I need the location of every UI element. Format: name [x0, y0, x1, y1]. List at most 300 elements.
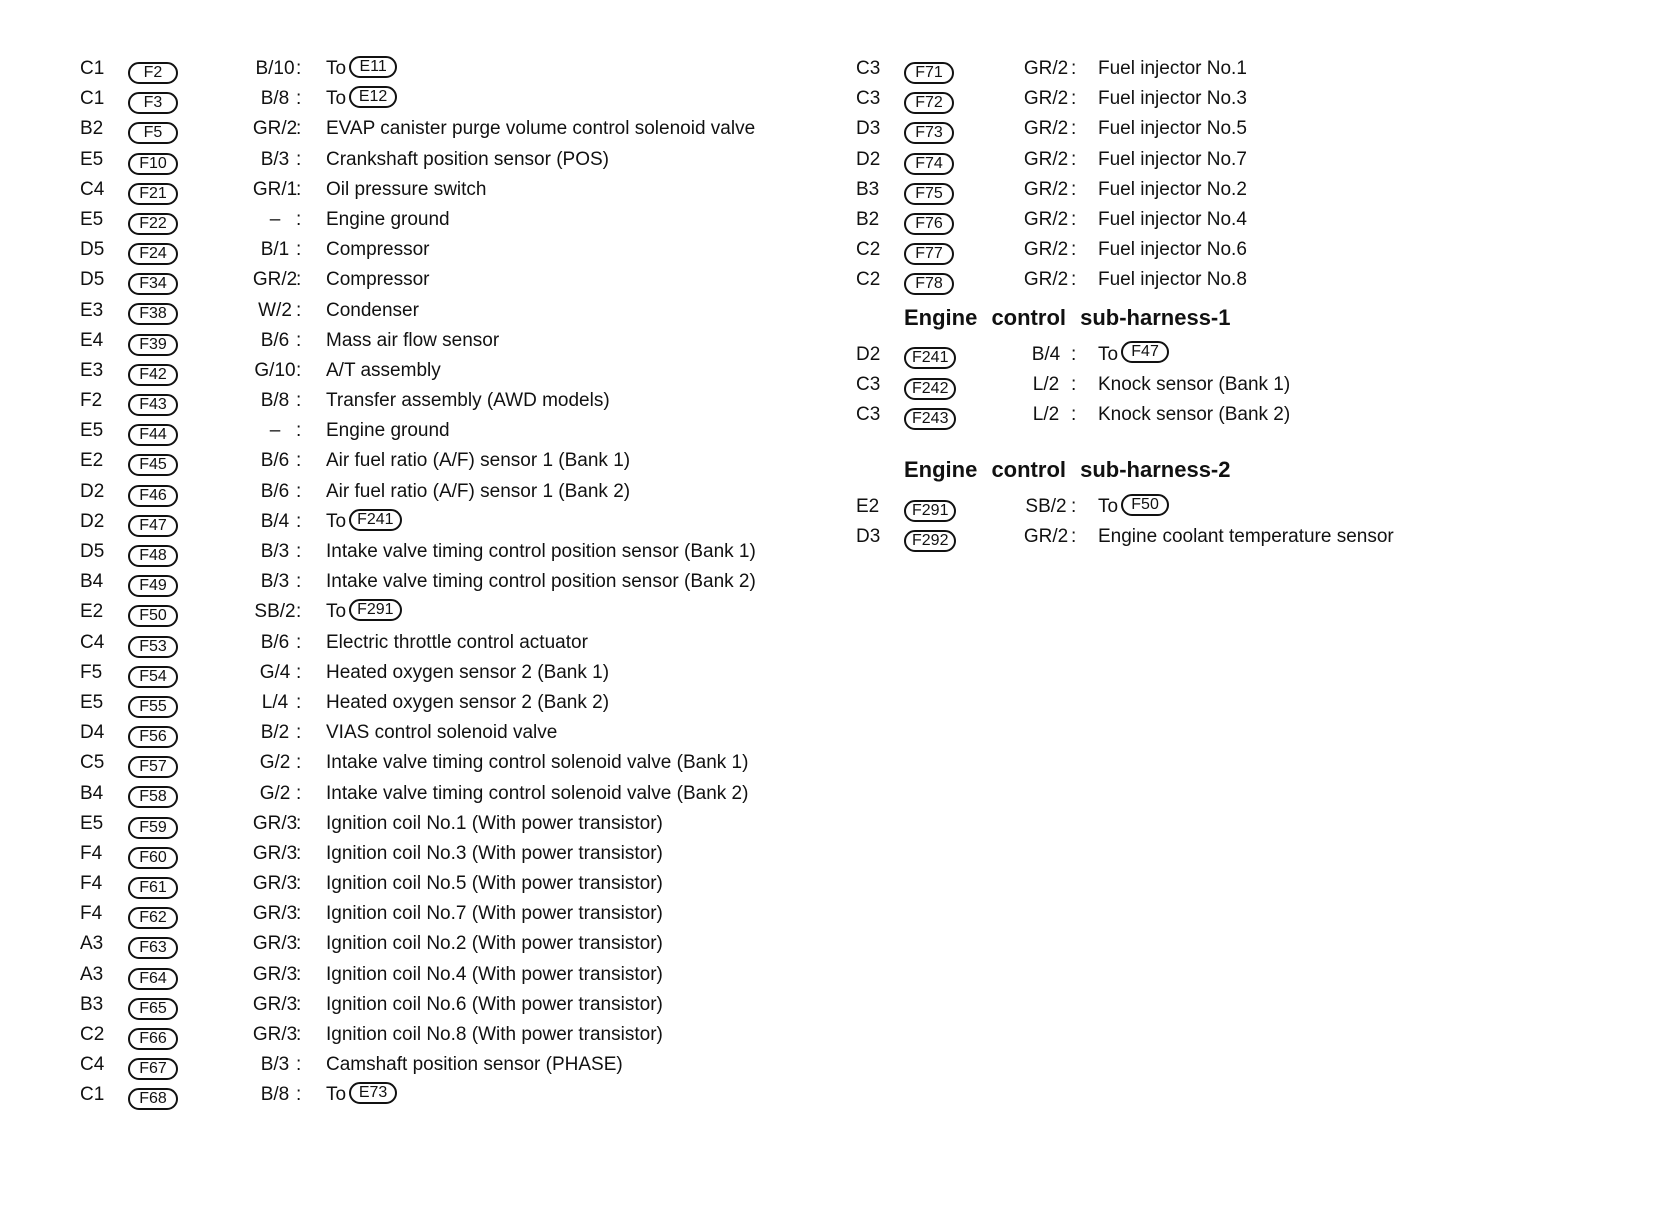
wire-spec: GR/3	[252, 1024, 298, 1045]
separator-colon: :	[1071, 178, 1077, 200]
connector-id: F242	[904, 378, 956, 400]
connector-id: F24	[128, 243, 178, 265]
connector-id: F76	[904, 213, 954, 235]
separator-colon: :	[296, 88, 302, 110]
separator-colon: :	[296, 390, 302, 412]
connector-id: F241	[904, 347, 956, 369]
description	[326, 54, 397, 84]
separator-colon: :	[296, 631, 302, 653]
separator-colon: :	[296, 993, 302, 1015]
connector-row	[80, 567, 780, 597]
grid-reference: E5	[80, 812, 104, 834]
description-text: Fuel injector No.7	[1098, 148, 1247, 170]
target-connector: F47	[1121, 341, 1169, 363]
wire-spec: –	[269, 208, 281, 230]
description-text: Fuel injector No.6	[1098, 239, 1247, 261]
connector-id: F45	[128, 454, 178, 476]
description	[326, 507, 402, 537]
wire-spec: GR/2	[1023, 88, 1069, 110]
target-connector: F241	[349, 509, 401, 531]
grid-reference: D2	[856, 343, 881, 365]
connector-id: F77	[904, 243, 954, 265]
connector-id: F67	[128, 1058, 178, 1080]
grid-reference: D5	[80, 541, 105, 562]
connector-id: F46	[128, 485, 178, 507]
description-text: VIAS control solenoid valve	[326, 722, 558, 744]
description-text: Fuel injector No.5	[1098, 118, 1247, 140]
grid-reference: D5	[80, 239, 105, 261]
connector-row	[80, 869, 780, 899]
separator-colon: :	[296, 571, 302, 593]
description-text: Heated oxygen sensor 2 (Bank 2)	[326, 691, 610, 713]
description	[326, 688, 609, 718]
wire-spec: B/2	[260, 722, 290, 744]
description	[1098, 114, 1247, 144]
grid-reference: E5	[80, 691, 104, 713]
description-text: Knock sensor (Bank 2)	[1098, 403, 1291, 425]
description	[326, 628, 588, 658]
description-text: Fuel injector No.3	[1098, 88, 1247, 110]
separator-colon: :	[1071, 58, 1077, 79]
separator-colon: :	[1071, 88, 1077, 110]
separator-colon: :	[1071, 208, 1077, 230]
connector-id: F292	[904, 530, 956, 552]
grid-reference: E5	[80, 208, 104, 230]
grid-reference: E2	[80, 601, 104, 623]
wire-spec: B/6	[260, 450, 290, 472]
description-text: Electric throttle control actuator	[326, 631, 588, 653]
description-text: Mass air flow sensor	[326, 329, 500, 351]
connector-row	[80, 477, 780, 507]
separator-colon: :	[296, 752, 302, 774]
connector-badge	[128, 1084, 178, 1114]
separator-colon: :	[1071, 373, 1077, 395]
connector-id: F53	[128, 636, 178, 658]
connector-id: F5	[128, 122, 178, 144]
connector-row	[80, 145, 780, 175]
wire-spec: GR/2	[1023, 118, 1069, 140]
wire-spec: B/4	[1031, 343, 1061, 365]
connector-row	[80, 628, 780, 658]
connector-id: F60	[128, 847, 178, 869]
grid-reference: C2	[856, 239, 881, 261]
grid-reference: B4	[80, 782, 104, 804]
separator-colon: :	[296, 661, 302, 683]
wire-spec: GR/2	[1023, 526, 1069, 548]
grid-reference: C3	[856, 58, 881, 79]
connector-row	[80, 537, 780, 567]
separator-colon: :	[296, 873, 302, 895]
wire-spec: B/10	[255, 58, 295, 79]
connector-id: F2	[128, 62, 178, 84]
connector-id: F10	[128, 153, 178, 175]
separator-colon: :	[1071, 269, 1077, 291]
grid-reference: C5	[80, 752, 105, 774]
wire-spec: B/8	[260, 88, 290, 110]
grid-reference: C3	[856, 403, 881, 425]
connector-row	[80, 326, 780, 356]
connector-id: F38	[128, 303, 178, 325]
description	[326, 416, 450, 446]
description	[1098, 145, 1247, 175]
separator-colon: :	[296, 541, 302, 562]
description	[326, 658, 609, 688]
separator-colon: :	[296, 510, 302, 532]
grid-reference: F2	[80, 390, 103, 412]
connector-row	[80, 205, 780, 235]
target-connector: F291	[349, 599, 401, 621]
separator-colon: :	[296, 58, 302, 79]
description-text: Oil pressure switch	[326, 178, 487, 200]
wire-spec: GR/3	[252, 873, 298, 895]
grid-reference: E3	[80, 359, 104, 381]
description	[326, 205, 450, 235]
separator-colon: :	[296, 1054, 302, 1076]
grid-reference: E4	[80, 329, 104, 351]
grid-reference: C1	[80, 58, 105, 79]
separator-colon: :	[296, 722, 302, 744]
description	[326, 114, 755, 144]
separator-colon: :	[296, 118, 302, 140]
description-text: EVAP canister purge volume control solenoid valve	[326, 118, 756, 140]
description-text: Condenser	[326, 299, 419, 321]
connector-row	[856, 492, 1616, 522]
connector-id: F71	[904, 62, 954, 84]
wire-spec: B/4	[260, 510, 290, 532]
connector-badge	[904, 404, 956, 434]
connector-id: F72	[904, 92, 954, 114]
to-label: To	[1098, 343, 1119, 365]
description	[1098, 400, 1290, 430]
grid-reference: C2	[80, 1024, 105, 1045]
left-connector-list	[80, 54, 780, 1111]
description-text: Fuel injector No.8	[1098, 269, 1247, 291]
wire-spec: GR/3	[252, 963, 298, 985]
wire-spec: GR/2	[1023, 208, 1069, 230]
description-text: Compressor	[326, 269, 430, 291]
wire-spec: GR/2	[1023, 58, 1069, 79]
wire-spec: GR/2	[1023, 239, 1069, 261]
grid-reference: A3	[80, 963, 104, 985]
description	[326, 265, 429, 295]
separator-colon: :	[296, 1084, 302, 1106]
separator-colon: :	[1071, 118, 1077, 140]
target-connector: F50	[1121, 494, 1169, 516]
description-text: Intake valve timing control solenoid valve (Bank 1)	[326, 752, 749, 774]
separator-colon: :	[296, 269, 302, 291]
connector-id: F42	[128, 364, 178, 386]
to-label: To	[326, 88, 347, 110]
separator-colon: :	[1071, 403, 1077, 425]
description-text: Fuel injector No.2	[1098, 178, 1247, 200]
description	[1098, 235, 1247, 265]
grid-reference: C4	[80, 1054, 105, 1076]
description	[326, 477, 630, 507]
connector-row	[80, 688, 780, 718]
description	[1098, 492, 1169, 522]
connector-id: F75	[904, 183, 954, 205]
wire-spec: B/8	[260, 1084, 290, 1106]
separator-colon: :	[1071, 496, 1077, 518]
grid-reference: D5	[80, 269, 105, 291]
wire-spec: GR/3	[252, 842, 298, 864]
separator-colon: :	[296, 450, 302, 472]
grid-reference: B3	[80, 993, 104, 1015]
connector-id: F74	[904, 153, 954, 175]
wire-spec: GR/3	[252, 993, 298, 1015]
connector-row	[80, 265, 780, 295]
separator-colon: :	[296, 963, 302, 985]
connector-row	[856, 522, 1616, 552]
connector-id: F3	[128, 92, 178, 114]
description-text: Ignition coil No.1 (With power transistor)	[326, 812, 663, 834]
connector-id: F59	[128, 817, 178, 839]
connector-id: F49	[128, 575, 178, 597]
connector-row	[80, 175, 780, 205]
description-text: Air fuel ratio (A/F) sensor 1 (Bank 1)	[326, 450, 631, 472]
grid-reference: B2	[856, 208, 880, 230]
grid-reference: D3	[856, 118, 881, 140]
fuel-injector-rows	[856, 54, 1616, 296]
description-text: Fuel injector No.1	[1098, 58, 1247, 79]
connector-id: F65	[128, 998, 178, 1020]
connector-id: F58	[128, 786, 178, 808]
description-text: Ignition coil No.3 (With power transistor)	[326, 842, 663, 864]
grid-reference: E2	[856, 496, 880, 518]
wire-spec: GR/3	[252, 933, 298, 955]
description	[326, 597, 402, 627]
description	[326, 84, 397, 114]
wire-spec: B/3	[260, 148, 290, 170]
description-text: Engine ground	[326, 208, 450, 230]
separator-colon: :	[296, 601, 302, 623]
connector-id: F64	[128, 968, 178, 990]
wire-spec: B/8	[260, 390, 290, 412]
to-label: To	[326, 1084, 347, 1106]
description	[326, 1020, 663, 1050]
connector-row	[856, 54, 1616, 84]
grid-reference: C4	[80, 631, 105, 653]
description-text: Compressor	[326, 239, 430, 261]
wire-spec: W/2	[258, 299, 292, 321]
connector-row	[856, 340, 1616, 370]
grid-reference: F5	[80, 661, 103, 683]
description-text: Ignition coil No.2 (With power transistor)	[326, 933, 663, 955]
to-label: To	[326, 58, 347, 79]
separator-colon: :	[1071, 239, 1077, 261]
description	[1098, 54, 1247, 84]
description	[326, 235, 429, 265]
description	[1098, 84, 1247, 114]
connector-id: F62	[128, 907, 178, 929]
connector-id: F54	[128, 666, 178, 688]
grid-reference: C3	[856, 373, 881, 395]
grid-reference: F4	[80, 873, 103, 895]
separator-colon: :	[296, 842, 302, 864]
sub-harness-1-heading: Engine control sub-harness-1	[904, 304, 1231, 330]
description	[326, 718, 557, 748]
connector-id: F68	[128, 1088, 178, 1110]
wire-spec: SB/2	[254, 601, 296, 623]
grid-reference: E5	[80, 148, 104, 170]
description-text: Engine coolant temperature sensor	[1098, 526, 1394, 548]
grid-reference: D4	[80, 722, 105, 744]
grid-reference: E2	[80, 450, 104, 472]
description	[326, 296, 419, 326]
description	[326, 1050, 623, 1080]
connector-row	[80, 839, 780, 869]
description	[326, 929, 663, 959]
description-text: Intake valve timing control position sensor (Bank 2)	[326, 571, 756, 593]
grid-reference: B2	[80, 118, 104, 140]
wire-spec: GR/3	[252, 903, 298, 925]
description	[1098, 175, 1247, 205]
wire-spec: B/6	[260, 480, 290, 502]
connector-id: F66	[128, 1028, 178, 1050]
connector-row	[80, 658, 780, 688]
wire-spec: G/2	[259, 752, 291, 774]
connector-row	[80, 84, 780, 114]
separator-colon: :	[1071, 526, 1077, 548]
connector-row	[856, 235, 1616, 265]
description	[326, 960, 663, 990]
separator-colon: :	[296, 329, 302, 351]
wire-spec: –	[269, 420, 281, 442]
description	[326, 356, 441, 386]
description-text: Heated oxygen sensor 2 (Bank 1)	[326, 661, 610, 683]
description	[1098, 370, 1290, 400]
description	[326, 748, 748, 778]
separator-colon: :	[296, 480, 302, 502]
connector-row	[856, 205, 1616, 235]
wire-spec: GR/2	[1023, 178, 1069, 200]
connector-row	[80, 356, 780, 386]
connector-id: F73	[904, 122, 954, 144]
wire-spec: SB/2	[1025, 496, 1067, 518]
connector-row	[80, 929, 780, 959]
separator-colon: :	[296, 782, 302, 804]
connector-badge	[904, 526, 956, 556]
connector-id: F47	[128, 515, 178, 537]
connector-row	[856, 370, 1616, 400]
connector-id: F57	[128, 756, 178, 778]
separator-colon: :	[296, 299, 302, 321]
connector-id: F50	[128, 605, 178, 627]
separator-colon: :	[296, 1024, 302, 1045]
right-connector-list	[856, 54, 1616, 552]
wire-spec: GR/1	[252, 178, 298, 200]
description-text: Fuel injector No.4	[1098, 208, 1247, 230]
to-label: To	[1098, 496, 1119, 518]
section-gap	[856, 430, 1616, 448]
grid-reference: D2	[856, 148, 881, 170]
target-connector: E73	[349, 1082, 397, 1104]
connector-row	[80, 386, 780, 416]
connector-row	[80, 990, 780, 1020]
connector-id: F78	[904, 273, 954, 295]
connector-id: F22	[128, 213, 178, 235]
description-text: Intake valve timing control position sensor (Bank 1)	[326, 541, 756, 562]
connector-row	[80, 296, 780, 326]
connector-row	[80, 416, 780, 446]
connector-row	[80, 507, 780, 537]
description	[326, 839, 663, 869]
separator-colon: :	[296, 178, 302, 200]
description	[326, 899, 663, 929]
description-text: Ignition coil No.7 (With power transistor)	[326, 903, 663, 925]
grid-reference: C3	[856, 88, 881, 110]
grid-reference: F4	[80, 842, 103, 864]
description	[326, 990, 663, 1020]
target-connector: E11	[349, 56, 397, 78]
sub-harness-2-rows	[856, 492, 1616, 552]
wire-spec: GR/2	[252, 118, 298, 140]
description	[326, 446, 630, 476]
description-text: Knock sensor (Bank 1)	[1098, 373, 1291, 395]
wire-spec: B/3	[260, 1054, 290, 1076]
description	[326, 537, 756, 567]
separator-colon: :	[296, 691, 302, 713]
description-text: Ignition coil No.8 (With power transistor)	[326, 1024, 663, 1045]
separator-colon: :	[296, 812, 302, 834]
connector-row	[856, 400, 1616, 430]
connector-id: F48	[128, 545, 178, 567]
description	[326, 326, 499, 356]
grid-reference: A3	[80, 933, 104, 955]
connector-row	[856, 84, 1616, 114]
description-text: Ignition coil No.5 (With power transistor)	[326, 873, 663, 895]
wire-spec: GR/2	[1023, 148, 1069, 170]
connector-id: F63	[128, 937, 178, 959]
connector-row	[80, 1050, 780, 1080]
description	[326, 175, 487, 205]
description	[326, 809, 663, 839]
wire-spec: G/2	[259, 782, 291, 804]
connector-row	[80, 446, 780, 476]
connector-row	[80, 809, 780, 839]
wire-spec: B/3	[260, 571, 290, 593]
grid-reference: D2	[80, 510, 105, 532]
connector-row	[80, 748, 780, 778]
separator-colon: :	[1071, 148, 1077, 170]
wire-spec: B/3	[260, 541, 290, 562]
wire-spec: L/4	[261, 691, 289, 713]
separator-colon: :	[296, 359, 302, 381]
grid-reference: E5	[80, 420, 104, 442]
connector-row	[80, 1080, 780, 1110]
connector-id: F39	[128, 334, 178, 356]
wire-spec: L/2	[1032, 373, 1060, 395]
description-text: Transfer assembly (AWD models)	[326, 390, 610, 412]
description	[326, 567, 756, 597]
to-label: To	[326, 510, 347, 532]
wire-spec: G/10	[254, 359, 296, 381]
grid-reference: C1	[80, 1084, 105, 1106]
wire-spec: B/6	[260, 329, 290, 351]
separator-colon: :	[296, 903, 302, 925]
description	[1098, 522, 1394, 552]
connector-row	[80, 114, 780, 144]
connector-badge	[904, 269, 954, 299]
connector-id: F21	[128, 183, 178, 205]
description	[326, 386, 610, 416]
wire-spec: G/4	[259, 661, 291, 683]
grid-reference: F4	[80, 903, 103, 925]
separator-colon: :	[296, 420, 302, 442]
sub-harness-1-rows	[856, 340, 1616, 431]
description-text: Crankshaft position sensor (POS)	[326, 148, 610, 170]
connector-id: F56	[128, 726, 178, 748]
